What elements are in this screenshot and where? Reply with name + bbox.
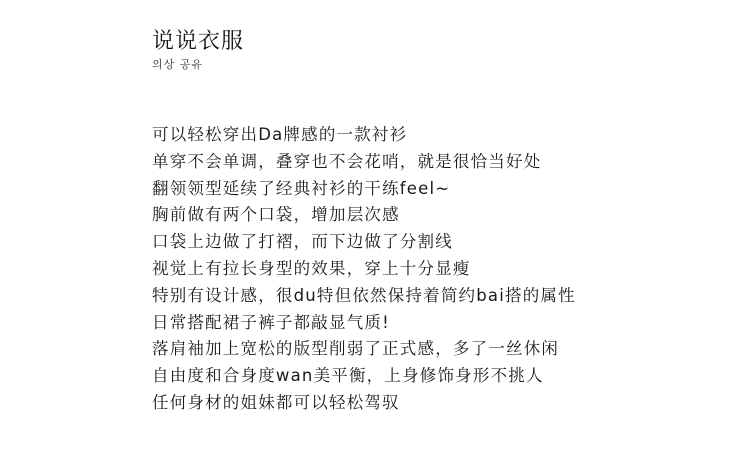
- description-line: 可以轻松穿出Da牌感的一款衬衫: [152, 125, 408, 144]
- description-line: 单穿不会单调，叠穿也不会花哨，就是很恰当好处: [152, 151, 542, 171]
- article-header: [152, 28, 244, 72]
- page-subtitle: 의상 공유: [152, 58, 204, 71]
- description-line: 任何身材的姐妹都可以轻松驾驭: [152, 392, 400, 412]
- description-line: 自由度和合身度wan美平衡，上身修饰身形不挑人: [152, 366, 544, 386]
- description-line: 翻领领型延续了经典衬衫的干练feel~: [152, 178, 451, 198]
- description-line: 口袋上边做了打褶，而下边做了分割线: [152, 232, 453, 252]
- description-line: 落肩袖加上宽松的版型削弱了正式感，多了一丝休闲: [152, 339, 560, 359]
- description-text: [152, 122, 576, 417]
- description-line: 日常搭配裙子裤子都敲显气质!: [152, 312, 390, 332]
- description-line: 视觉上有拉长身型的效果，穿上十分显瘦: [152, 258, 471, 278]
- description-line: 胸前做有两个口袋，增加层次感: [152, 205, 400, 225]
- page-title: 说说衣服: [152, 29, 245, 54]
- description-line: 特别有设计感，很du特但依然保持着简约bai搭的属性: [152, 285, 576, 305]
